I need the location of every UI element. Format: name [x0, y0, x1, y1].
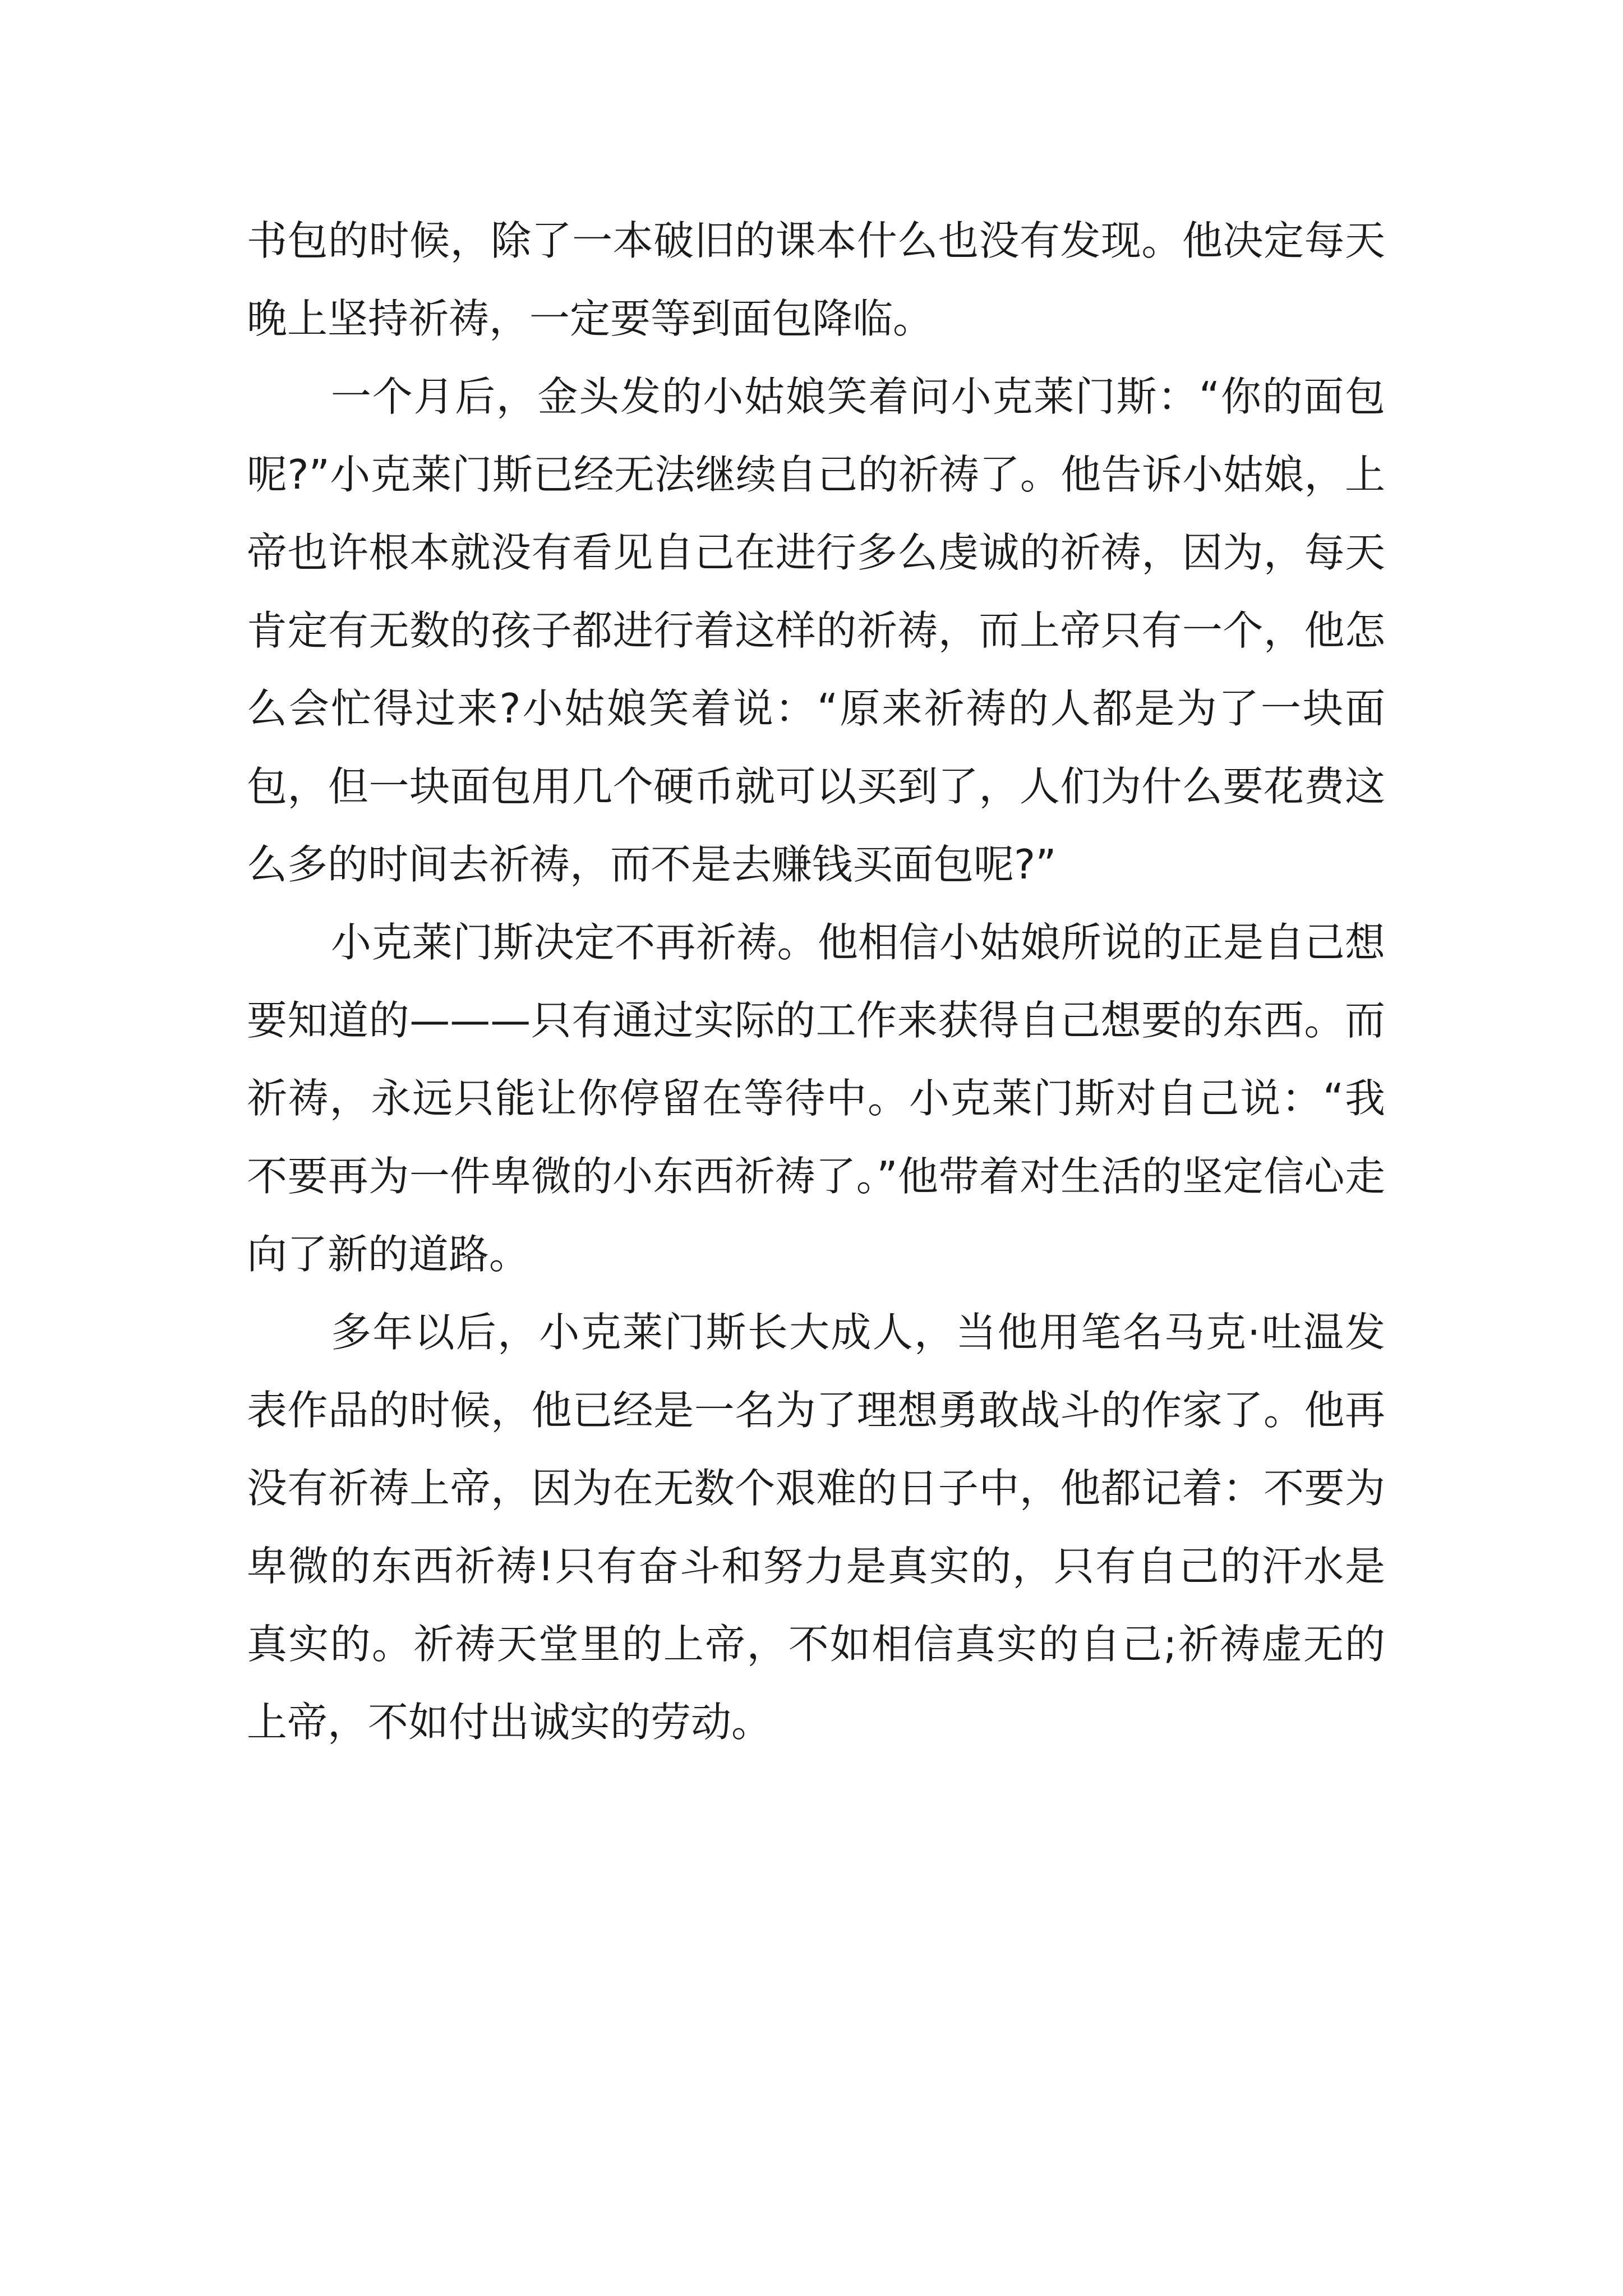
paragraph: 多年以后，小克莱门斯长大成人，当他用笔名马克·吐温发表作品的时候，他已经是一名为了理想勇敢战斗的作家了。他再没有祈祷上帝，因为在无数个艰难的日子中，他都记着：不要为卑微的东西祈祷!只有奋斗和努力是真实的，只有自己的汗水是真实的。祈祷天堂里的上帝，不如相信真实的自己;祈祷虚无的上帝，不如付出诚实的劳动。: [247, 1309, 1385, 1746]
paragraph-continued: 书包的时候，除了一本破旧的课本什么也没有发现。他决定每天晚上坚持祈祷，一定要等到面包降临。: [247, 217, 1385, 342]
paragraph: 一个月后，金头发的小姑娘笑着问小克莱门斯：“你的面包呢?”小克莱门斯已经无法继续自己的祈祷了。他告诉小姑娘，上帝也许根本就没有看见自己在进行多么虔诚的祈祷，因为，每天肯定有无数的孩子都进行着这样的祈祷，而上帝只有一个，他怎么会忙得过来?小姑娘笑着说：“原来祈祷的人都是为了一块面包，但一块面包用几个硬币就可以买到了，人们为什么要花费这么多的时间去祈祷，而不是去赚钱买面包呢?”: [247, 373, 1385, 888]
body-text: [247, 202, 1385, 1761]
paragraph: 小克莱门斯决定不再祈祷。他相信小姑娘所说的正是自己想要知道的———只有通过实际的工作来获得自己想要的东西。而祈祷，永远只能让你停留在等待中。小克莱门斯对自己说：“我不要再为一件卑微的小东西祈祷了。”他带着对生活的坚定信心走向了新的道路。: [247, 919, 1385, 1278]
